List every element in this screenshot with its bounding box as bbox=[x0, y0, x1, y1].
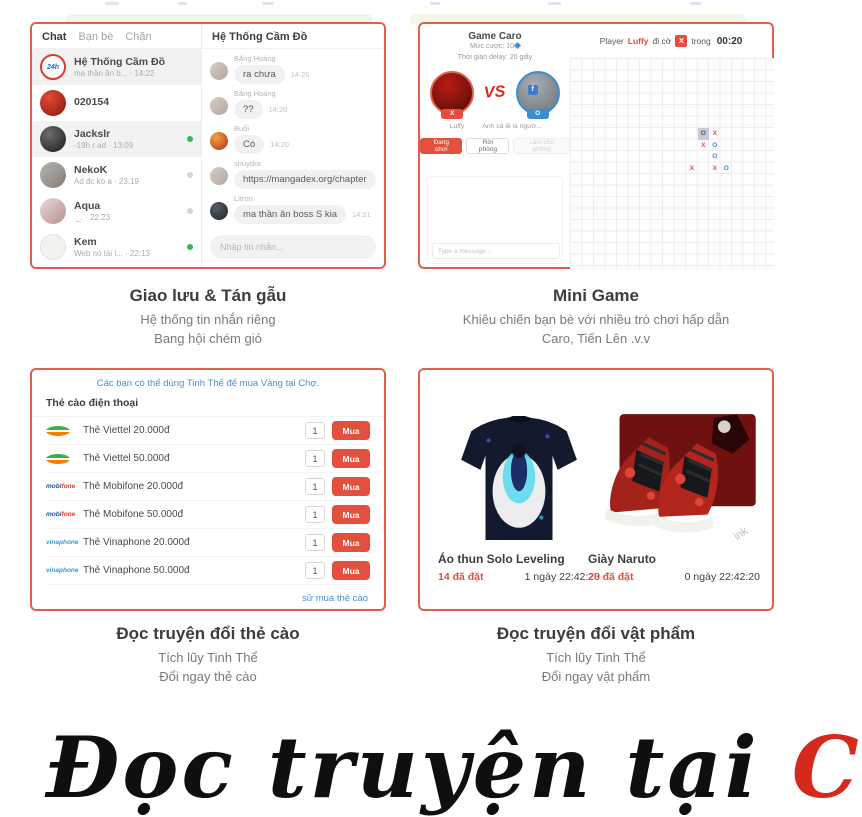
card-row bbox=[46, 501, 370, 529]
sneakers-image[interactable] bbox=[588, 412, 760, 544]
conversation-preview: ._. · 22:23 bbox=[74, 213, 111, 223]
conversation-preview: -19h r ad · 13:09 bbox=[74, 141, 134, 151]
feature-title: Mini Game bbox=[553, 286, 639, 305]
buy-button[interactable]: Mua bbox=[332, 421, 370, 440]
message-list bbox=[202, 49, 384, 229]
status-dot bbox=[187, 172, 193, 178]
player1-mark-badge: X bbox=[441, 109, 463, 119]
game-button-disabled: Làm chủ phòng bbox=[513, 138, 570, 154]
message-sender: Litron bbox=[234, 194, 253, 203]
warm-avatar-icon bbox=[210, 62, 228, 80]
tshirt-graphic bbox=[455, 412, 583, 544]
player1-avatar bbox=[430, 71, 474, 115]
vinaphone-logo-icon bbox=[46, 567, 79, 574]
game-buttons bbox=[420, 138, 570, 154]
game-button-primary[interactable]: Đang chơi bbox=[420, 138, 462, 154]
tab-chặn[interactable]: Chặn bbox=[125, 31, 152, 43]
item-shop-panel bbox=[418, 368, 774, 611]
mobifone-wordmark: mobifone bbox=[46, 511, 76, 518]
board-mark-o: O bbox=[712, 141, 718, 149]
watermark-text: ink bbox=[731, 525, 751, 543]
conversation-list bbox=[32, 24, 202, 267]
feature-title: Giao lưu & Tán gẫu bbox=[129, 286, 287, 305]
board-mark-x: X bbox=[712, 164, 717, 172]
chat-message bbox=[210, 124, 384, 154]
feature-caption-chat: Giao lưu & Tán gẫu Hệ thống tin nhắn riêng Bang hội chém gió bbox=[30, 286, 386, 349]
board-mark-o: O bbox=[698, 128, 710, 140]
board-mark-x: X bbox=[712, 130, 717, 138]
message-bubble: https://mangadex.org/chapter bbox=[234, 170, 376, 189]
sneakers-graphic bbox=[590, 412, 758, 544]
buy-button[interactable]: Mua bbox=[332, 561, 370, 580]
phone-card-panel bbox=[30, 368, 386, 611]
conversation-item[interactable] bbox=[32, 193, 201, 229]
delay-line: Thời gian delay: 20 giây bbox=[457, 53, 533, 61]
countdown-timer: 1 ngày 22:42:20 bbox=[524, 571, 600, 583]
card-name: Thẻ Viettel 50.000đ bbox=[83, 453, 170, 464]
status-dot bbox=[187, 244, 193, 250]
glove-avatar-icon bbox=[40, 90, 66, 116]
chat-message bbox=[210, 159, 384, 189]
ordered-count: 25 đã đặt bbox=[588, 571, 634, 583]
message-bubble: ?? bbox=[234, 100, 263, 119]
player2-mark-badge: O bbox=[527, 109, 549, 119]
vinaphone-wordmark: vinaphone bbox=[46, 539, 79, 546]
conversation-preview: Ad đc ko a · 23:19 bbox=[74, 177, 139, 187]
girl-avatar-icon bbox=[40, 198, 66, 224]
tshirt-image[interactable] bbox=[438, 412, 600, 544]
card-row bbox=[46, 445, 370, 473]
ordered-count: 14 đã đặt bbox=[438, 571, 484, 583]
board-mark-x: X bbox=[701, 141, 706, 149]
conversation-text bbox=[74, 164, 139, 186]
game-chat-input[interactable] bbox=[432, 243, 560, 259]
chat-thread bbox=[202, 24, 384, 267]
mobifone-logo-icon bbox=[46, 483, 76, 490]
conversation-item[interactable] bbox=[32, 85, 201, 121]
card-name: Thẻ Viettel 20.000đ bbox=[83, 425, 170, 436]
message-time: 14:20 bbox=[270, 140, 289, 149]
card-row bbox=[46, 529, 370, 557]
card-name: Thẻ Vinaphone 50.000đ bbox=[83, 565, 190, 576]
conversation-item[interactable] bbox=[32, 121, 201, 157]
quantity-input[interactable] bbox=[305, 562, 325, 579]
buy-button[interactable]: Mua bbox=[332, 477, 370, 496]
buy-button[interactable]: Mua bbox=[332, 533, 370, 552]
message-row bbox=[234, 100, 287, 119]
card-name: Thẻ Vinaphone 20.000đ bbox=[83, 537, 190, 548]
message-time: 14:20 bbox=[290, 70, 310, 79]
bet-line: Mức cược: 10 bbox=[420, 42, 570, 53]
turn-timer: 00:20 bbox=[716, 35, 743, 47]
message-bubble: ra chưa bbox=[234, 65, 285, 84]
chat-message bbox=[210, 54, 384, 84]
conversation-name: Jackslr bbox=[74, 127, 111, 140]
buy-button[interactable]: Mua bbox=[332, 505, 370, 524]
player2-name: Anh cá lẽ là ngườ... bbox=[482, 123, 542, 130]
turn-player-name: Luffy bbox=[627, 36, 649, 46]
message-sender: Băng Hoàng bbox=[234, 54, 276, 63]
conversation-text bbox=[74, 96, 109, 109]
message-body bbox=[234, 194, 371, 224]
buy-button[interactable]: Mua bbox=[332, 449, 370, 468]
board-mark-o: O bbox=[723, 164, 729, 172]
status-dot bbox=[187, 136, 193, 142]
feature-title: Đọc truyện đổi vật phẩm bbox=[496, 624, 696, 643]
board-mark-x: X bbox=[689, 164, 694, 172]
sketch-avatar-icon bbox=[40, 234, 66, 260]
feature-caption-minigame: Mini Game Khiêu chiến bạn bè với nhiều trò chơi hấp dẫn Caro, Tiến Lên .v.v bbox=[418, 286, 774, 349]
card-row bbox=[46, 557, 370, 585]
viettel-logo-icon bbox=[46, 454, 76, 464]
fruit-avatar-icon bbox=[210, 132, 228, 150]
vs-label: VS bbox=[483, 83, 507, 102]
message-bubble: Có bbox=[234, 135, 264, 154]
thread-title: Hệ Thống Cầm Đồ bbox=[202, 24, 384, 49]
game-button-secondary[interactable]: Rời phòng bbox=[466, 138, 509, 154]
footer-calligraphy: Đọc truyện tại C bbox=[46, 718, 862, 817]
turn-mark-badge: X bbox=[675, 35, 687, 47]
warm-avatar-icon bbox=[210, 167, 228, 185]
conversation-item[interactable] bbox=[32, 229, 201, 265]
minigame-panel bbox=[418, 22, 774, 269]
message-sender: Băng Hoàng bbox=[234, 89, 276, 98]
conversation-item[interactable] bbox=[32, 157, 201, 193]
viettel-logo-icon bbox=[46, 426, 76, 436]
conversation-text bbox=[74, 200, 110, 222]
message-body bbox=[234, 124, 289, 154]
cat-avatar-icon bbox=[40, 162, 66, 188]
caro-board[interactable] bbox=[570, 58, 774, 269]
product-name: Giày Naruto bbox=[588, 552, 657, 566]
conversation-name: Aqua bbox=[74, 199, 101, 212]
message-bubble: ma thần ăn boss S kia bbox=[234, 205, 346, 224]
purchase-history-link[interactable]: sử mua thẻ cào bbox=[301, 593, 368, 604]
feature-title: Đọc truyện đổi thẻ cào bbox=[116, 624, 300, 643]
product-card[interactable] bbox=[438, 412, 600, 583]
mobifone-wordmark: mobifone bbox=[46, 483, 76, 490]
game-lobby bbox=[420, 24, 570, 267]
card-row bbox=[46, 473, 370, 501]
conversation-name: 020154 bbox=[74, 96, 110, 109]
vinaphone-wordmark: vinaphone bbox=[46, 567, 79, 574]
card-section-title: Thẻ cào điện thoại bbox=[32, 393, 384, 417]
message-row bbox=[234, 65, 310, 84]
quantity-input[interactable] bbox=[305, 506, 325, 523]
card-name: Thẻ Mobifone 50.000đ bbox=[83, 509, 184, 520]
message-time: 14:20 bbox=[268, 105, 288, 114]
message-time: 14:21 bbox=[352, 210, 371, 219]
message-row bbox=[234, 170, 376, 189]
dark-avatar-icon bbox=[40, 126, 66, 152]
player1-name: Luffy bbox=[449, 123, 465, 130]
crystal-notice-link[interactable]: Các bạn có thể dùng Tinh Thể để mua Vàng tại Chợ. bbox=[96, 378, 320, 389]
conversation-name: Hệ Thống Cầm Đồ bbox=[74, 55, 165, 68]
tab-bạn-bè[interactable]: Bạn bè bbox=[78, 31, 114, 43]
message-body bbox=[234, 159, 376, 189]
litron-avatar-icon bbox=[210, 202, 228, 220]
viettel-oval bbox=[46, 426, 70, 436]
gem-icon bbox=[514, 42, 521, 49]
tab-chat[interactable]: Chat bbox=[42, 31, 67, 43]
facebook-icon: f bbox=[528, 85, 538, 95]
game-board-area bbox=[570, 24, 772, 267]
conversation-item[interactable] bbox=[32, 49, 201, 85]
mobifone-logo-icon bbox=[46, 511, 76, 518]
message-body bbox=[234, 54, 310, 84]
quantity-input[interactable] bbox=[305, 534, 325, 551]
board-mark-o: O bbox=[712, 153, 718, 161]
conversation-preview: Web nó tải l... · 22:13 bbox=[74, 249, 150, 259]
countdown-timer: 0 ngày 22:42:20 bbox=[684, 571, 760, 583]
chat-message bbox=[210, 89, 384, 119]
viettel-oval bbox=[46, 454, 70, 464]
product-name: Áo thun Solo Leveling bbox=[438, 552, 565, 566]
24h-avatar-icon: 24h bbox=[40, 54, 66, 80]
chat-panel bbox=[30, 22, 386, 269]
message-sender: Buổi bbox=[234, 124, 250, 133]
vinaphone-logo-icon bbox=[46, 539, 79, 546]
message-row bbox=[234, 205, 371, 224]
message-row bbox=[234, 135, 289, 154]
game-chat-box bbox=[427, 176, 563, 264]
feature-caption-items: Đọc truyện đổi vật phẩm Tích lũy Tinh Thể Đổi ngay vật phẩm bbox=[418, 624, 774, 687]
game-title: Game Caro bbox=[468, 31, 522, 42]
chat-message bbox=[210, 194, 384, 224]
quantity-input[interactable] bbox=[305, 450, 325, 467]
message-sender: shuydra bbox=[234, 159, 261, 168]
card-row bbox=[46, 417, 370, 445]
conversation-name: NekoK bbox=[74, 163, 108, 176]
feature-caption-cards: Đọc truyện đổi thẻ cào Tích lũy Tinh Thể Đổi ngay thẻ cào bbox=[30, 624, 386, 687]
conversation-text bbox=[74, 128, 133, 150]
conversation-preview: ma thần ăn b... · 14:22 bbox=[74, 69, 155, 79]
conversation-name: Kem bbox=[74, 235, 97, 248]
warm-avatar-icon bbox=[210, 97, 228, 115]
message-input[interactable] bbox=[210, 235, 376, 259]
message-body bbox=[234, 89, 287, 119]
quantity-input[interactable] bbox=[305, 478, 325, 495]
conversation-text bbox=[74, 56, 165, 78]
card-name: Thẻ Mobifone 20.000đ bbox=[83, 481, 184, 492]
status-dot bbox=[187, 208, 193, 214]
chat-tabs bbox=[32, 24, 201, 49]
conversation-text bbox=[74, 236, 150, 258]
player2-avatar bbox=[516, 71, 560, 115]
quantity-input[interactable] bbox=[305, 422, 325, 439]
turn-status-bar: Player Luffy đi cờ X trong 00:20 bbox=[599, 35, 743, 47]
product-card[interactable] bbox=[588, 412, 760, 583]
